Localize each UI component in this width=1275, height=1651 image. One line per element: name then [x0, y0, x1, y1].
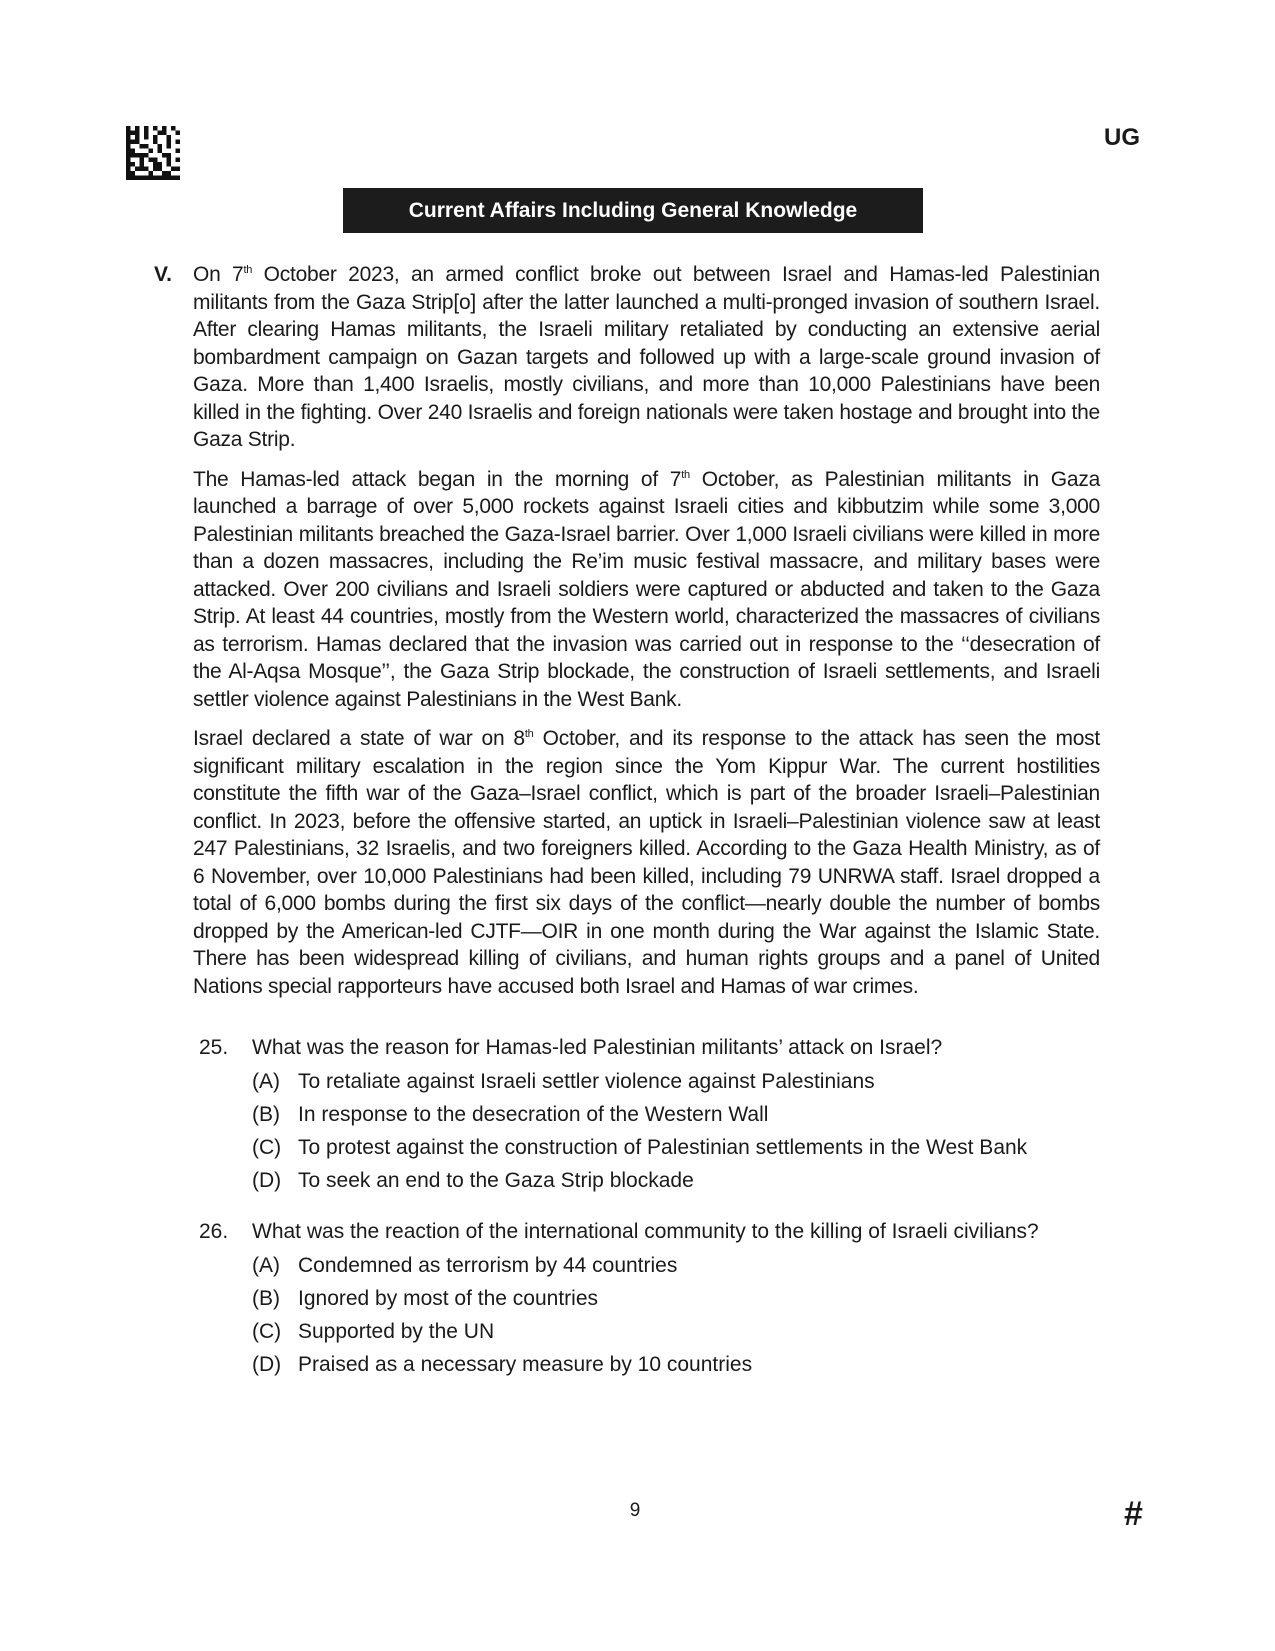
option-label: (B) [252, 1286, 280, 1310]
option-a [252, 1068, 1100, 1096]
passage-text: Israel declared a state of war on 8 [193, 727, 525, 750]
option-b [252, 1101, 1100, 1129]
ordinal-suffix: th [524, 728, 534, 740]
question-25 [199, 1034, 1100, 1200]
option-text: To seek an end to the Gaza Strip blockade [298, 1168, 694, 1192]
option-label: (B) [252, 1102, 280, 1126]
ordinal-suffix: th [681, 468, 690, 481]
paper-code: UG [1104, 124, 1140, 151]
option-text: In response to the desecration of the Western Wall [298, 1102, 769, 1126]
option-label: (C) [252, 1135, 282, 1159]
option-c [252, 1318, 1100, 1346]
question-26 [199, 1218, 1100, 1384]
question-number: 25. [199, 1036, 229, 1059]
options-list [252, 1068, 1100, 1195]
passage-paragraph-2 [193, 466, 1100, 714]
passage-text: October 2023, an armed conflict broke out between Israel and Hamas-led Palestinian militants from the Gaza Strip[o] after the latter launched a multi-pronged invasion of southern Israel. After clearing Hamas militants, the Israeli military retaliated by conducting an extensive aerial bombardment campaign on Gazan targets and followed up with a large-scale ground invasion of Gaza. More than 1,400 Israelis, mostly civilians, and more than 10,000 Palestinians have been killed in the fighting. Over 240 Israelis and foreign nationals were taken hostage and brought into the Gaza Strip. [193, 263, 1100, 451]
passage-paragraph-3 [193, 725, 1100, 1000]
option-label: (A) [252, 1069, 280, 1093]
question-number: 26. [199, 1220, 229, 1243]
option-label: (A) [252, 1253, 280, 1277]
option-d [252, 1167, 1100, 1195]
options-list [252, 1252, 1100, 1379]
passage [154, 261, 1101, 1012]
datamatrix-code-icon [126, 126, 180, 180]
hash-mark: # [1124, 1495, 1143, 1533]
passage-text: The Hamas-led attack began in the morning of 7 [193, 467, 682, 491]
passage-text: October, and its response to the attack has seen the most significant military escalation in the region since the Yom Kippur War. The current hostilities constitute the fifth war of the Gaza–Israel conflict, which is part of the broader Israeli–Palestinian conflict. In 2023, before the offensive started, an uptick in Israeli–Palestinian violence saw at least 247 Palestinians, 32 Israelis, and two foreigners killed. According to the Gaza Health Ministry, as of 6 November, over 10,000 Palestinians had been killed, including 79 UNRWA staff. Israel dropped a total of 6,000 bombs during the first six days of the conflict—nearly double the number of bombs dropped by the American-led CJTF—OIR in one month during the War against the Islamic State. There has been widespread killing of civilians, and human rights groups and a panel of United Nations special rapporteurs have accused both Israel and Hamas of war crimes. [193, 727, 1101, 998]
section-title: Current Affairs Including General Knowledge [408, 198, 858, 222]
question-text: What was the reaction of the international community to the killing of Israeli civilians? [252, 1220, 1039, 1243]
option-c [252, 1134, 1100, 1162]
option-d [252, 1351, 1100, 1379]
passage-paragraph-1 [193, 261, 1100, 454]
option-text: Ignored by most of the countries [298, 1286, 598, 1310]
option-label: (D) [252, 1168, 282, 1192]
option-a [252, 1252, 1100, 1280]
option-text: To protest against the construction of Palestinian settlements in the West Bank [298, 1135, 1028, 1159]
page-number: 9 [629, 1500, 641, 1521]
ordinal-suffix: th [243, 264, 253, 276]
option-label: (D) [252, 1352, 282, 1376]
option-text: Praised as a necessary measure by 10 countries [298, 1352, 753, 1376]
passage-text: October, as Palestinian militants in Gaza launched a barrage of over 5,000 rockets against Israeli cities and kibbutzim while some 3,000 Palestinian militants breached the Gaza-Israel barrier. Over 1,000 Israeli civilians were killed in more than a dozen massacres, including the Re’im music festival massacre, and military bases were attacked. Over 200 civilians and Israeli soldiers were captured or abducted and taken to the Gaza Strip. At least 44 countries, mostly from the Western world, characterized the massacres of civilians as terrorism. Hamas declared that the invasion was carried out in response to the ‘‘desecration of the Al-Aqsa Mosque’’, the Gaza Strip blockade, the construction of Israeli settlements, and Israeli settler violence against Palestinians in the West Bank. [193, 467, 1100, 711]
passage-text: On 7 [193, 263, 244, 286]
option-text: Supported by the UN [298, 1319, 495, 1343]
option-b [252, 1285, 1100, 1313]
option-text: To retaliate against Israeli settler violence against Palestinians [298, 1069, 875, 1093]
option-text: Condemned as terrorism by 44 countries [298, 1253, 678, 1277]
option-label: (C) [252, 1319, 282, 1343]
section-banner [343, 188, 923, 233]
question-text: What was the reason for Hamas-led Palestinian militants’ attack on Israel? [252, 1036, 943, 1059]
passage-number: V. [154, 263, 172, 286]
